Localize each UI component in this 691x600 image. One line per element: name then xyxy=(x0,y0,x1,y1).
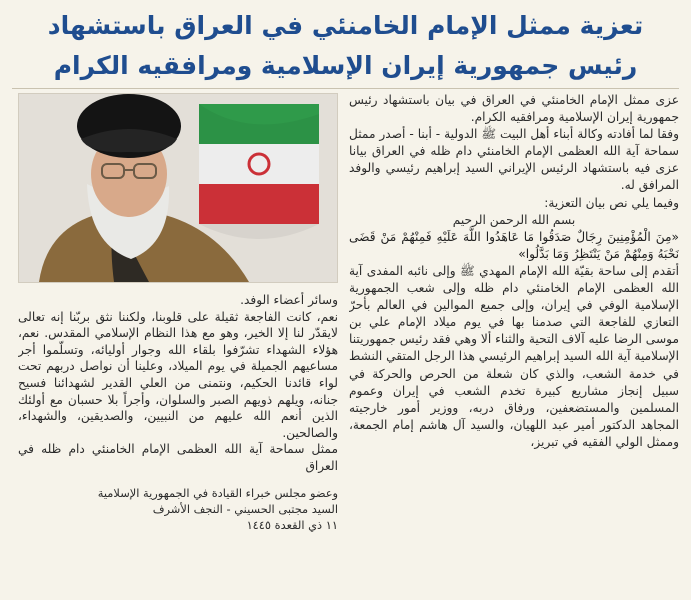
portrait-photo xyxy=(18,93,338,283)
signature-date: ١١ ذي القعدة ١٤٤٥ xyxy=(246,517,338,532)
headline-line-1: تعزية ممثل الإمام الخامنئي في العراق باستشهاد xyxy=(47,11,644,40)
page-title xyxy=(10,6,681,86)
basmala: بسم الله الرحمن الرحيم xyxy=(452,212,576,227)
paragraph-intro: عزى ممثل الإمام الخامنئي في العراق في بيان باستشهاد رئيس جمهورية إيران الإسلامية ومرافقيه الكرام. xyxy=(349,93,679,125)
paragraph-delegation: وسائر أعضاء الوفد. xyxy=(240,293,338,307)
signature-line-1: وعضو مجلس خبراء القيادة في الجمهورية الإسلامية xyxy=(97,485,338,500)
paragraph-agency: وفقا لما أفادته وكالة أبناء أهل البيت ﷺ الدولية - أبنا - أصدر ممثل سماحة آية الله العظمى الإمام الخامنئي دام ظله في العراق بيانا عزى فيه باستشهاد الرئيس الإيراني السيد إبراهيم رئيسي والوفد المرافق له. xyxy=(349,127,679,193)
iran-flag-icon xyxy=(199,104,319,239)
article-column-right xyxy=(349,92,679,594)
paragraph-statement-lead: وفيما يلي نص بيان التعزية: xyxy=(544,195,679,210)
headline-line-2: رئيس جمهورية إيران الإسلامية ومرافقيه الكرام xyxy=(53,51,638,80)
paragraph-faith: نعم، كانت الفاجعة ثقيلة على قلوبنا، ولكننا نثق بربّنا إنه تعالى لايقدّر لنا إلا الخير، وهو مع هذا النظام الإسلامي المقدس. نعم، هؤلاء الشهداء تشرّفوا بلقاء الله وجوار أوليائه، وتسلّموا أجر مساعيهم الجميلة في يوم الميلاد، وعلينا أن نواصل دربهم تحت لواء قائدنا الحكيم، ونتمنى من العلي القدير لشهدائنا فسيح جنانه، ويلهم ذويهم الصبر والسلوان، وأجراً بلا حسبان مع أولئك الذين أنعم الله عليهم من النبيين، والصديقين، والشهداء، والصالحين. xyxy=(18,309,338,440)
quran-verse: «مِنَ الْمُؤْمِنِينَ رِجَالٌ صَدَقُوا مَا عَاهَدُوا اللَّهَ عَلَيْهِ فَمِنْهُمْ مَنْ قَضَى نَحْبَهُ وَمِنْهُمْ مَنْ يَنْتَظِرُ وَمَا بَدَّلُوا» xyxy=(349,229,679,261)
article-column-left xyxy=(18,292,338,592)
signature-line-2: السيد مجتبى الحسيني - النجف الأشرف xyxy=(152,501,338,516)
signature-block xyxy=(18,485,338,533)
portrait-cleric-with-flag-icon xyxy=(19,94,337,282)
paragraph-condolence: أتقدم إلى ساحة بقيّة الله الإمام المهدي ﷺ وإلى نائبه المفدى آية الله العظمى الإمام الخامنئي دام ظله وإلى شعب الجمهورية الإسلامية الوفي في إيران، وإلى جميع الموالين في العالم بأحرّ التعازي للفاجعة التي صدمنا بها في يوم ميلاد الإمام علي بن موسى الرضا عليه آلاف التحية والثناء ألا وهي فقد رئيس جمهوريتنا الإسلامية آية الله السيد إبراهيم الرئيسي هذا الرجل المتقي النشط في خدمة الشعب، والذي كان شعلة من الحرص والحركة في سبيل إنجاز مشاريع كبيرة تخدم الشعب في إيران وعموم المسلمين والمستضعفين، ورفاق دربه، ووزير أمور خارجيته المجاهد الدكتور أمير عبد اللهيان، والسيد آل هاشم إمام الجمعة، وممثل الولي الفقيه في تبريز، xyxy=(349,263,679,449)
paragraph-representative: ممثل سماحة آية الله العظمى الإمام الخامنئي دام ظله في العراق xyxy=(18,442,338,473)
headline-divider xyxy=(12,88,679,89)
